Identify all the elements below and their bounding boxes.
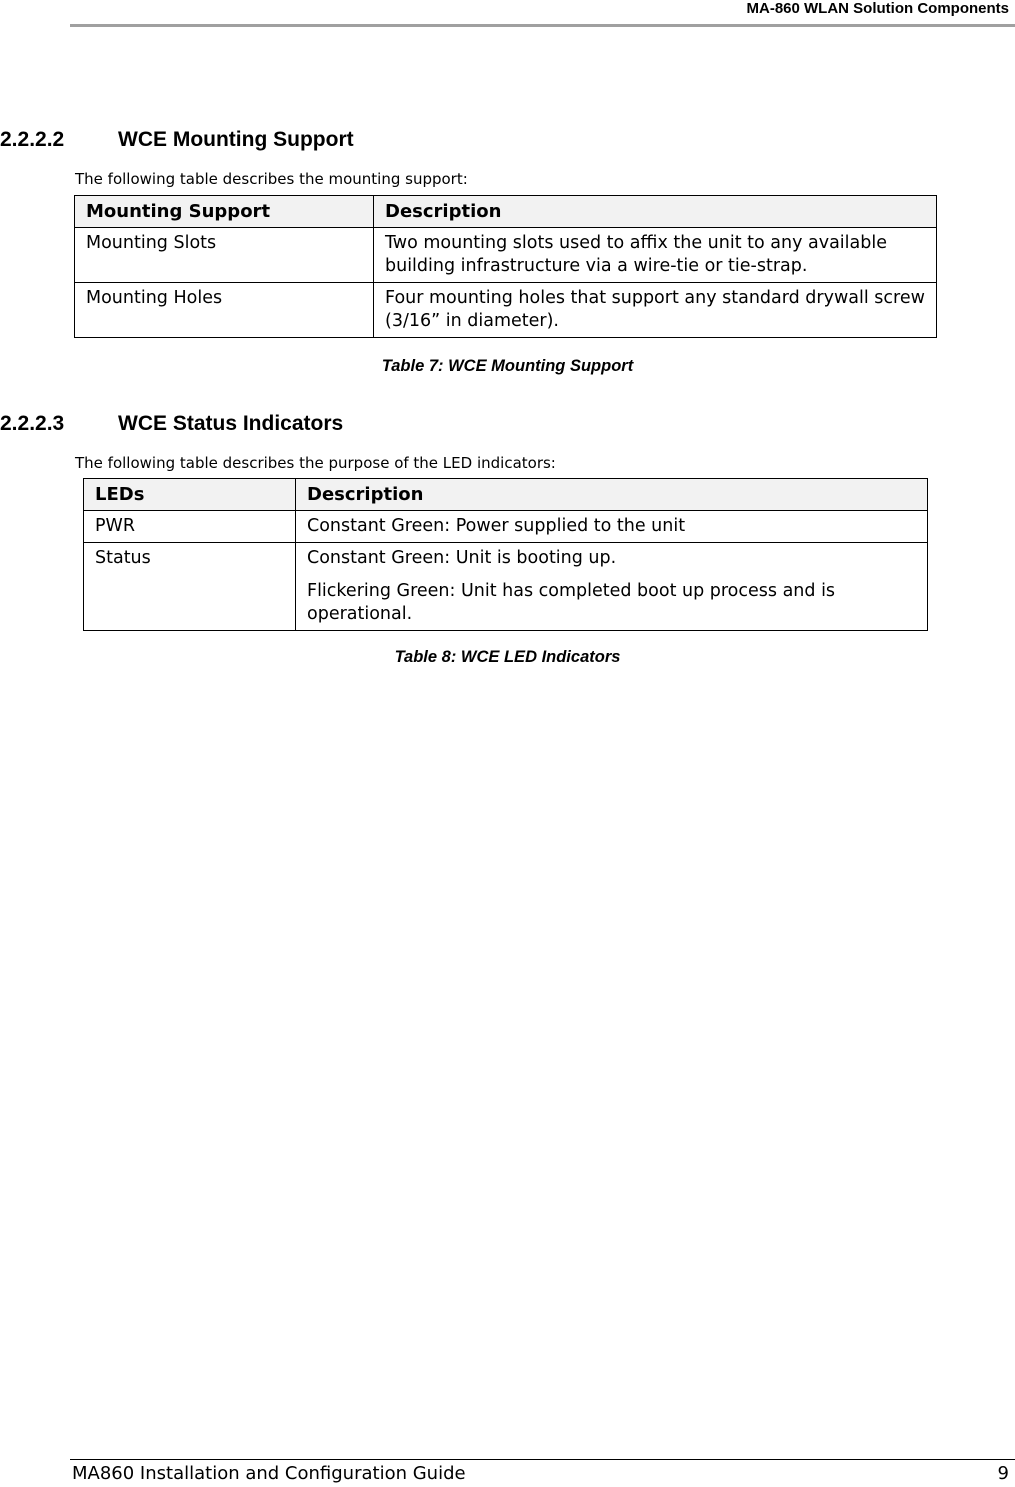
table-cell xyxy=(296,511,928,543)
table-row xyxy=(84,511,928,543)
table-cell: Mounting Holes xyxy=(75,283,374,338)
led-indicators-table xyxy=(83,478,928,631)
table-row xyxy=(75,228,937,283)
table-caption: Table 7: WCE Mounting Support xyxy=(381,357,634,375)
section-number: 2.2.2.3 xyxy=(0,412,65,435)
table-row xyxy=(75,283,937,338)
table-header-row xyxy=(84,479,928,511)
column-header: Mounting Support xyxy=(75,196,374,228)
table-cell: Four mounting holes that support any standard drywall screw (3/16” in diameter). xyxy=(374,283,937,338)
table-cell: PWR xyxy=(84,511,296,543)
section-number: 2.2.2.2 xyxy=(0,128,65,151)
led-description: Constant Green: Unit is booting up. xyxy=(307,548,617,568)
section-heading-status xyxy=(0,412,343,436)
mounting-support-table xyxy=(74,195,937,338)
section-title: WCE Mounting Support xyxy=(118,128,354,151)
column-header: Description xyxy=(374,196,937,228)
column-header: Description xyxy=(296,479,928,511)
table-cell: Two mounting slots used to affix the unit to any available building infrastructure via a wire-tie or tie-strap. xyxy=(374,228,937,283)
running-header-title: MA-860 WLAN Solution Components xyxy=(746,0,1009,17)
section-title: WCE Status Indicators xyxy=(118,412,344,435)
table-cell: Mounting Slots xyxy=(75,228,374,283)
footer-document-title: MA860 Installation and Configuration Guide xyxy=(72,1463,466,1484)
column-header: LEDs xyxy=(84,479,296,511)
footer-rule xyxy=(70,1459,1015,1460)
table-header-row xyxy=(75,196,937,228)
header-rule xyxy=(70,24,1015,27)
table-cell: Status xyxy=(84,543,296,631)
table-cell xyxy=(296,543,928,631)
status-intro-text: The following table describes the purpose of the LED indicators: xyxy=(75,454,556,472)
mounting-intro-text: The following table describes the mounting support: xyxy=(75,170,468,188)
table-row xyxy=(84,543,928,631)
led-description: Flickering Green: Unit has completed boot up process and is operational. xyxy=(307,581,836,624)
table-caption: Table 8: WCE LED Indicators xyxy=(394,648,621,666)
page-number: 9 xyxy=(997,1463,1009,1484)
section-heading-mounting xyxy=(0,128,354,152)
led-description: Constant Green: Power supplied to the unit xyxy=(307,516,686,536)
